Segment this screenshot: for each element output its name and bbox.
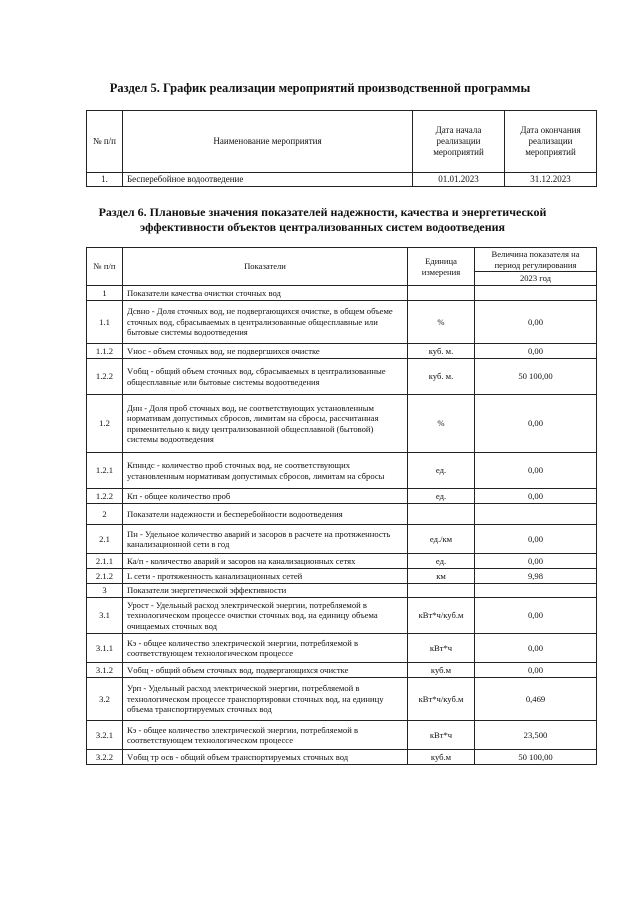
- row-unit: %: [408, 301, 475, 344]
- row-value: 0,00: [475, 344, 597, 359]
- header-indicator: Показатели: [123, 248, 408, 286]
- header-unit: Единица измерения: [408, 248, 475, 286]
- row-indicator: Показатели качества очистки сточных вод: [123, 286, 408, 301]
- row-unit: ед.: [408, 489, 475, 504]
- row-value: 0,469: [475, 678, 597, 721]
- table-row: [87, 584, 597, 598]
- header-num: № п/п: [87, 248, 123, 286]
- row-indicator: Днн - Доля проб сточных вод, не соответствующих установленным нормативам допустимых сбросов, лимитам на сбросы, рассчитанная применительно к виду централизованной общесплавной (бытовой) системы водоотведения: [123, 395, 408, 453]
- header-num: № п/п: [87, 111, 123, 173]
- row-indicator: Vобщ - общий объем сточных вод, подвергающихся очистке: [123, 663, 408, 678]
- row-value: 0,00: [475, 301, 597, 344]
- row-indicator: Vнос - объем сточных вод, не подвергшихся очистке: [123, 344, 408, 359]
- row-num: 1.2: [87, 395, 123, 453]
- row-unit: куб.м: [408, 750, 475, 765]
- row-start: 01.01.2023: [413, 173, 505, 187]
- table-row: [87, 489, 597, 504]
- row-indicator: Vобщ тр осв - общий объем транспортируемых сточных вод: [123, 750, 408, 765]
- row-unit: куб. м.: [408, 359, 475, 395]
- row-value: 0,00: [475, 489, 597, 504]
- table-row: [87, 569, 597, 584]
- row-value: [475, 584, 597, 598]
- row-unit: кВт*ч: [408, 721, 475, 750]
- row-indicator: Кпнндс - количество проб сточных вод, не соответствующих установленным нормативам допустимых сбросов, лимитам на сбросы: [123, 453, 408, 489]
- row-unit: кВт*ч/куб.м: [408, 598, 475, 634]
- row-value: 9,98: [475, 569, 597, 584]
- row-num: 3.1.1: [87, 634, 123, 663]
- row-num: 3.1: [87, 598, 123, 634]
- table-row: [87, 344, 597, 359]
- table-row: [87, 750, 597, 765]
- header-year: 2023 год: [475, 272, 597, 286]
- section5-table: [86, 110, 597, 187]
- section6-title: Раздел 6. Плановые значения показателей надежности, качества и энергетической эффективности объектов централизованных систем водоотведения: [98, 205, 547, 234]
- row-indicator: Кп - общее количество проб: [123, 489, 408, 504]
- table-row: [87, 678, 597, 721]
- row-indicator: Показатели энергетической эффективности: [123, 584, 408, 598]
- header-end: Дата окончания реализации мероприятий: [505, 111, 597, 173]
- row-unit: ед./км: [408, 525, 475, 554]
- row-num: 2.1.2: [87, 569, 123, 584]
- row-unit: куб. м.: [408, 344, 475, 359]
- header-value-group: Величина показателя на период регулирования: [475, 248, 597, 272]
- row-num: 1.2.2: [87, 359, 123, 395]
- table-row: [87, 286, 597, 301]
- row-unit: ед.: [408, 554, 475, 569]
- row-unit: кВт*ч/куб.м: [408, 678, 475, 721]
- row-indicator: Ка/п - количество аварий и засоров на канализационных сетях: [123, 554, 408, 569]
- row-unit: куб.м: [408, 663, 475, 678]
- row-value: 0,00: [475, 634, 597, 663]
- row-unit: [408, 584, 475, 598]
- row-indicator: Пн - Удельное количество аварий и засоров в расчете на протяженность канализационной сети в год: [123, 525, 408, 554]
- row-unit: %: [408, 395, 475, 453]
- table-row: [87, 598, 597, 634]
- row-num: 3.2.1: [87, 721, 123, 750]
- row-indicator: Урп - Удельный расход электрической энергии, потребляемой в технологическом процессе транспортировки сточных вод, на единицу объема транспортируемых сточных вод: [123, 678, 408, 721]
- section5-header-row: [87, 111, 597, 173]
- table-row: [87, 453, 597, 489]
- table-row: [87, 395, 597, 453]
- table-row: [87, 525, 597, 554]
- row-value: 50 100,00: [475, 359, 597, 395]
- row-unit: [408, 286, 475, 301]
- table-row: [87, 554, 597, 569]
- table-row: [87, 504, 597, 525]
- row-indicator: Vобщ - общий объем сточных вод, сбрасываемых в централизованные общесплавные или бытовые системы водоотведения: [123, 359, 408, 395]
- row-num: 3: [87, 584, 123, 598]
- row-indicator: Кэ - общее количество электрической энергии, потребляемой в соответствующем технологическом процессе: [123, 634, 408, 663]
- table-row: [87, 634, 597, 663]
- row-num: 1.2.2: [87, 489, 123, 504]
- table-row: [87, 663, 597, 678]
- header-start: Дата начала реализации мероприятий: [413, 111, 505, 173]
- table-row: [87, 359, 597, 395]
- table-row: [87, 301, 597, 344]
- row-unit: [408, 504, 475, 525]
- table-row: [87, 721, 597, 750]
- row-num: 1.1.2: [87, 344, 123, 359]
- row-value: 0,00: [475, 453, 597, 489]
- section5-title: Раздел 5. График реализации мероприятий производственной программы: [109, 81, 531, 95]
- row-value: [475, 504, 597, 525]
- row-indicator: Кэ - общее количество электрической энергии, потребляемой в соответствующем технологическом процессе: [123, 721, 408, 750]
- row-num: 2.1.1: [87, 554, 123, 569]
- row-num: 1: [87, 286, 123, 301]
- row-num: 1.1: [87, 301, 123, 344]
- row-num: 1.2.1: [87, 453, 123, 489]
- row-num: 2: [87, 504, 123, 525]
- row-unit: ед.: [408, 453, 475, 489]
- row-indicator: Дсвно - Доля сточных вод, не подвергающихся очистке, в общем объеме сточных вод, сбрасываемых в централизованные общесплавные или бытовые системы водоотведения: [123, 301, 408, 344]
- row-end: 31.12.2023: [505, 173, 597, 187]
- section6-header-row: [87, 248, 597, 272]
- row-value: 0,00: [475, 663, 597, 678]
- header-name: Наименование мероприятия: [123, 111, 413, 173]
- table-row: [87, 173, 597, 187]
- row-name: Бесперебойное водоотведение: [123, 173, 413, 187]
- row-value: 0,00: [475, 525, 597, 554]
- row-num: 2.1: [87, 525, 123, 554]
- row-value: 50 100,00: [475, 750, 597, 765]
- row-unit: км: [408, 569, 475, 584]
- row-num: 3.1.2: [87, 663, 123, 678]
- row-value: 0,00: [475, 554, 597, 569]
- row-indicator: Показатели надежности и бесперебойности водоотведения: [123, 504, 408, 525]
- row-value: 23,500: [475, 721, 597, 750]
- row-indicator: L сети - протяженность канализационных сетей: [123, 569, 408, 584]
- row-num: 3.2.2: [87, 750, 123, 765]
- row-value: 0,00: [475, 598, 597, 634]
- row-value: 0,00: [475, 395, 597, 453]
- row-unit: кВт*ч: [408, 634, 475, 663]
- row-indicator: Урост - Удельный расход электрической энергии, потребляемой в технологическом процессе очистки сточных вод, на единицу объема очищаемых сточных вод: [123, 598, 408, 634]
- row-value: [475, 286, 597, 301]
- section6-table: [86, 247, 597, 765]
- row-num: 1.: [87, 173, 123, 187]
- row-num: 3.2: [87, 678, 123, 721]
